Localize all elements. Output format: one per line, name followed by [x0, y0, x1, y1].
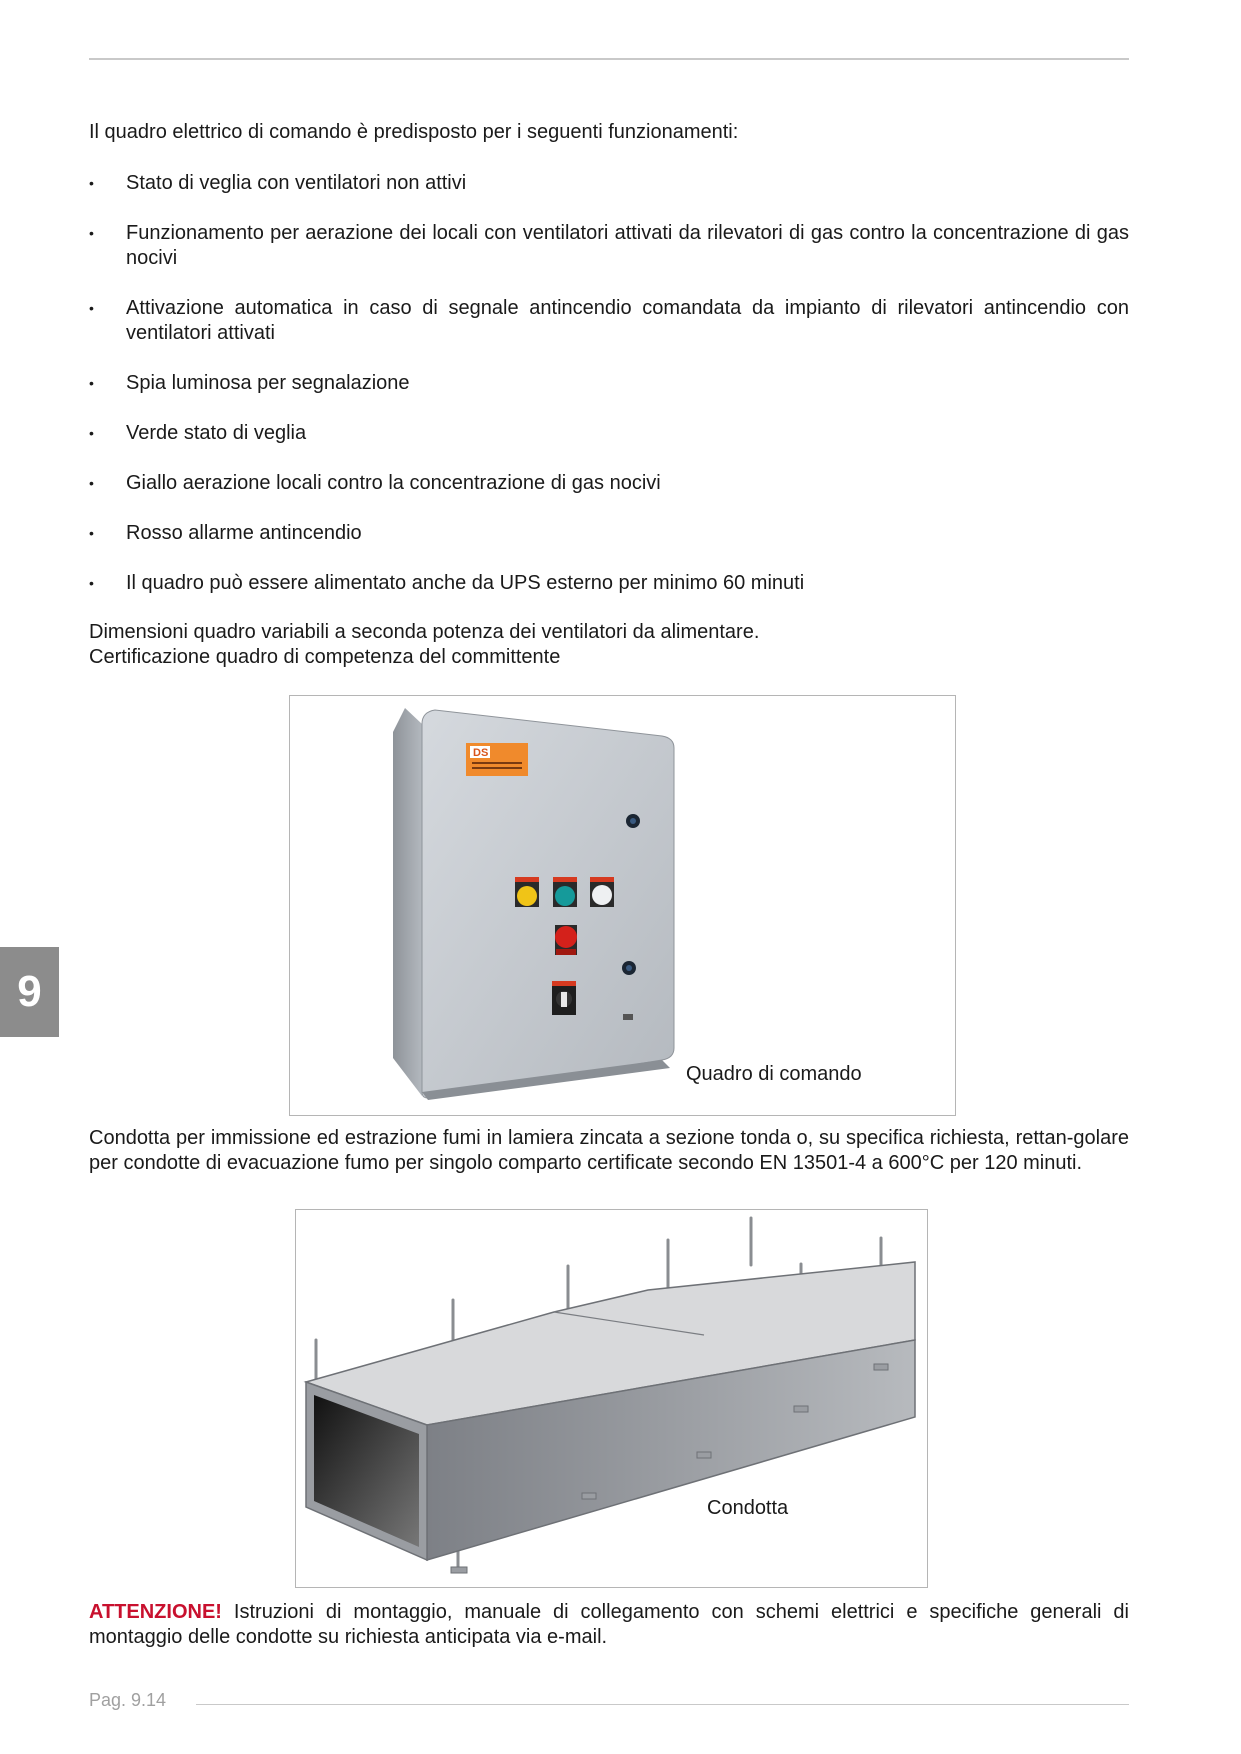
chapter-tab: 9 — [0, 947, 59, 1037]
bullet-icon: • — [89, 300, 94, 316]
bullet-icon: • — [89, 375, 94, 391]
list-item: • Attivazione automatica in caso di segnale antincendio comandata da impianto di rilevatori antincendio con ventilatori attivati — [89, 297, 1129, 344]
list-item: • Spia luminosa per segnalazione — [89, 372, 410, 394]
attention-label: ATTENZIONE! — [89, 1601, 222, 1623]
list-item: • Verde stato di veglia — [89, 422, 307, 444]
figure-caption: Quadro di comando — [686, 1063, 862, 1085]
list-item: • Il quadro può essere alimentato anche da UPS esterno per minimo 60 minuti — [89, 572, 805, 594]
list-item: • Stato di veglia con ventilatori non attivi — [89, 172, 467, 194]
bullet-icon: • — [89, 575, 94, 591]
duct-description: Condotta per immissione ed estrazione fumi in lamiera zincata a sezione tonda o, su specifica richiesta, rettan-golare per condotte di evacuazione fumo per singolo comparto certificate secondo EN 13501-4 a 600°C per 120 minuti. — [89, 1127, 1129, 1174]
figure-caption: Condotta — [707, 1497, 789, 1519]
feature-list — [89, 171, 1129, 621]
bullet-icon: • — [89, 525, 94, 541]
attention-paragraph: ATTENZIONE! Istruzioni di montaggio, manuale di collegamento con schemi elettrici e specifiche generali di montaggio delle condotte su richiesta anticipata via e-mail. — [89, 1601, 1129, 1648]
white-indicator-icon — [590, 877, 614, 907]
dimensions-note: Dimensioni quadro variabili a seconda potenza dei ventilatori da alimentare. Certificazione quadro di competenza del committente — [89, 621, 760, 668]
list-item: • Funzionamento per aerazione dei locali con ventilatori attivati da rilevatori di gas contro la concentrazione di gas nocivi — [89, 222, 1129, 269]
footer-divider — [196, 1704, 1129, 1705]
selector-switch-icon — [552, 981, 576, 1015]
green-indicator-icon — [553, 877, 577, 907]
list-item: • Giallo aerazione locali contro la concentrazione di gas nocivi — [89, 472, 661, 494]
intro-text: Il quadro elettrico di comando è predisposto per i seguenti funzionamenti: — [89, 121, 739, 143]
bullet-icon: • — [89, 175, 94, 191]
yellow-indicator-icon — [515, 877, 539, 907]
bullet-icon: • — [89, 225, 94, 241]
list-item: • Rosso allarme antincendio — [89, 522, 362, 544]
bullet-icon: • — [89, 425, 94, 441]
ds-logo — [466, 743, 528, 776]
top-divider — [89, 58, 1129, 60]
control-panel-illustration — [290, 696, 955, 1115]
page-number: Pag. 9.14 — [89, 1690, 167, 1710]
duct-illustration — [296, 1210, 927, 1587]
bullet-icon: • — [89, 475, 94, 491]
svg-text:DS: DS — [473, 747, 489, 759]
red-alarm-icon — [555, 925, 577, 955]
control-panel-figure — [289, 695, 956, 1116]
duct-figure — [295, 1209, 928, 1588]
